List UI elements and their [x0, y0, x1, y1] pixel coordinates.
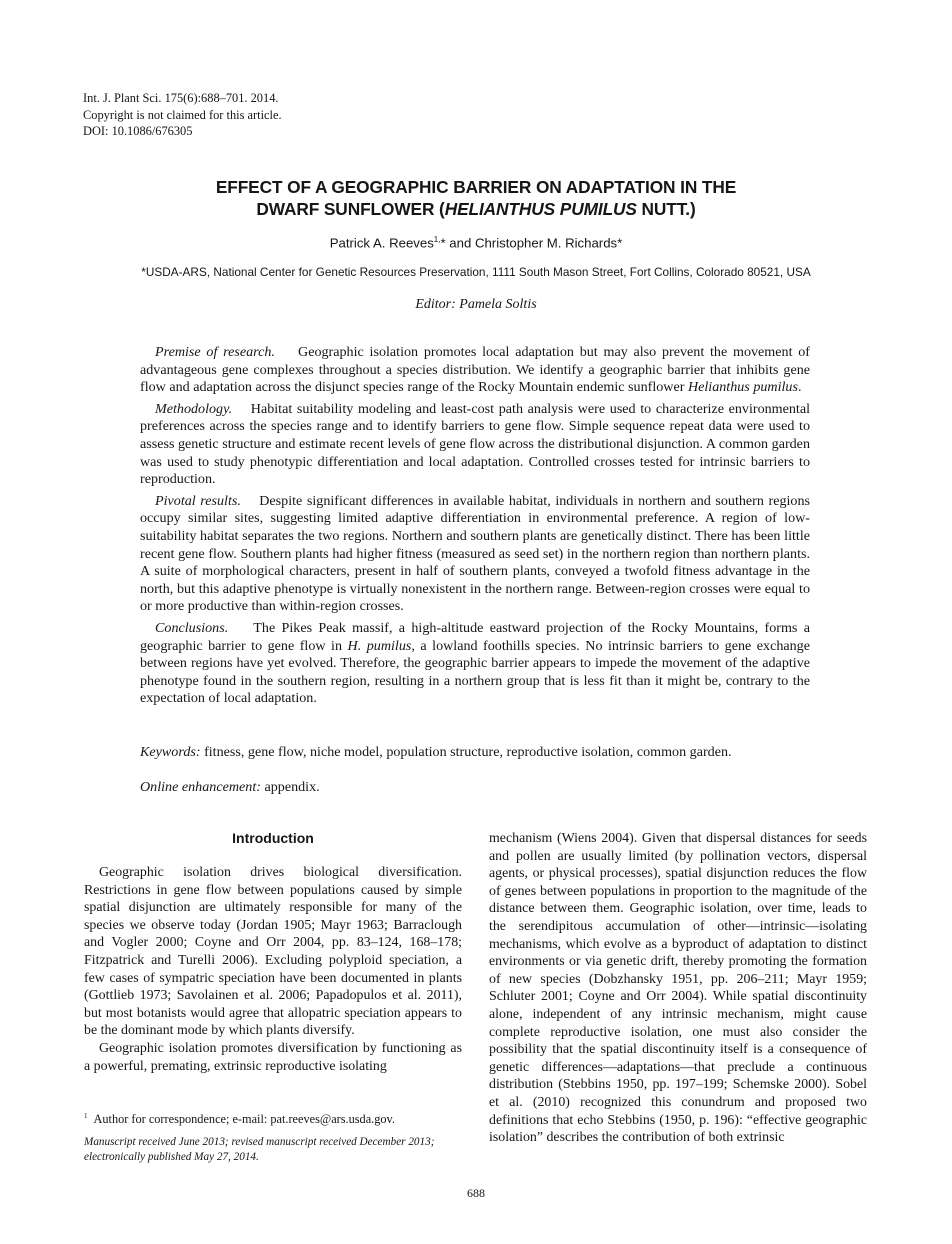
online-enhancement	[140, 779, 840, 796]
footnote-text: Author for correspondence; e-mail: pat.reeves@ars.usda.gov.	[93, 1112, 395, 1127]
intro-paragraph-1: Geographic isolation drives biological diversification. Restrictions in gene flow between populations caused by simple spatial disjunction are ultimately responsible for many of the species we observe today (Jordan 1905; Mayr 1963; Barraclough and Vogler 2000; Coyne and Orr 2004, pp. 83–124, 168–178; Fitzpatrick and Turelli 2006). Excluding polyploid speciation, a few cases of sympatric speciation have been documented in plants (Gottlieb 1973; Savolainen et al. 2006; Papadopulos et al. 2011), but most botanists would agree that allopatric speciation appears to be the dominant mode by which plants diversify.	[84, 865, 462, 1039]
abstract	[140, 344, 810, 712]
author-joiner: and	[445, 235, 475, 251]
results-text: Despite significant differences in available habitat, individuals in northern and southern regions occupy similar sites, suggesting limited adaptive differentiation in environmental preference. A region of low-suitability habitat separates the two regions. Northern and southern plants are genetically distinct. There has been little recent gene flow. Southern plants had higher fitness (measured as seed set) in the northern region than northern plants. A suite of morphological characters, present in half of southern plants, conveyed a twofold fitness advantage in the north, but this adaptive phenotype is virtually nonexistent in the northern range. Between-region crosses were equal to or more productive than within-region crosses.	[140, 492, 810, 615]
abstract-premise	[140, 344, 810, 397]
left-column	[84, 829, 462, 1075]
premise-end: .	[797, 379, 802, 396]
author-1-footnote-mark: 1,	[433, 235, 441, 244]
online-enhancement-label: Online enhancement:	[140, 779, 261, 795]
methodology-label: Methodology.	[155, 400, 233, 417]
title-line-1: EFFECT OF A GEOGRAPHIC BARRIER ON ADAPTATION IN THE	[215, 177, 737, 197]
intro-paragraph-2: Geographic isolation promotes diversification by functioning as a powerful, premating, extrinsic reproductive isolating	[84, 1040, 462, 1074]
methodology-text: Habitat suitability modeling and least-cost path analysis were used to characterize environmental preferences across the species range and to identify barriers to gene flow. Simple sequence repeat data were used to assess genetic structure and estimate recent levels of gene flow across the distributional disjunction. A common garden was used to study phenotypic differentiation and local adaptation. Controlled crosses tested for intrinsic barriers to reproduction.	[140, 400, 811, 488]
online-enhancement-link[interactable]: appendix.	[264, 779, 320, 795]
correspondence-footnote	[84, 1108, 462, 1127]
conclusions-text-1: The Pikes Peak massif, a high-altitude eastward projection of the Rocky Mountains, forms a geographic barrier to gene flow in	[140, 619, 810, 654]
right-column	[489, 830, 867, 1147]
premise-label: Premise of research.	[155, 344, 275, 360]
page-number: 688	[467, 1186, 485, 1200]
title-species: HELIANTHUS PUMILUS	[444, 199, 637, 219]
keywords-label: Keywords:	[140, 744, 201, 760]
section-heading-introduction: Introduction	[232, 830, 314, 846]
author-1: Patrick A. Reeves	[329, 235, 434, 251]
manuscript-dates: Manuscript received June 2013; revised manuscript received December 2013; electronically published May 27, 2014.	[84, 1136, 435, 1163]
keywords-text: fitness, gene flow, niche model, population structure, reproductive isolation, common garden.	[204, 744, 732, 760]
editor-line: Editor: Pamela Soltis	[415, 297, 537, 312]
results-label: Pivotal results.	[155, 492, 241, 509]
author-1-affil-mark: *	[440, 235, 446, 251]
abstract-conclusions	[140, 620, 810, 708]
journal-citation	[83, 90, 282, 140]
title-line-2-pre: DWARF SUNFLOWER (	[256, 199, 445, 219]
author-list	[90, 235, 862, 250]
premise-text: Geographic isolation promotes local adaptation but may also prevent the movement of advantageous gene complexes throughout a species distribution. We identify a geographic barrier that inhibits gene flow and adaptation across the disjunct species range of the Rocky Mountain endemic sunflower	[140, 344, 810, 396]
copyright-line: Copyright is not claimed for this article.	[83, 107, 282, 122]
affiliation: *USDA-ARS, National Center for Genetic Resources Preservation, 1111 South Mason Street, Fort Collins, Colorado 80521, USA	[141, 265, 811, 279]
doi-line: DOI: 10.1086/676305	[83, 124, 193, 138]
keywords	[140, 744, 840, 761]
abstract-methodology	[140, 401, 810, 489]
abstract-results	[140, 493, 810, 616]
citation-line: Int. J. Plant Sci. 175(6):688–701. 2014.	[83, 91, 279, 105]
title-line-2	[90, 198, 862, 220]
premise-species: Helianthus pumilus	[687, 379, 798, 396]
conclusions-label: Conclusions.	[155, 619, 229, 636]
conclusions-species: H. pumilus	[347, 637, 412, 654]
article-title	[90, 176, 862, 220]
conclusions-text-2: , a lowland foothills species. No intrinsic barriers to gene exchange between regions have yet evolved. Therefore, the geographic barrier appears to impede the movement of the adaptive phenotype found in the southern region, resulting in a northern group that is less fit than it might be, contrary to the expectation of local adaptation.	[140, 637, 810, 707]
intro-paragraph-2-continued: mechanism (Wiens 2004). Given that dispersal distances for seeds and pollen are usually limited (by pollination vectors, dispersal agents, or physical processes), spatial disjunction reduces the flow of genes between populations in proportion to the magnitude of the distance between them. Geographic isolation, over time, leads to the serendipitous accumulation of other—intrinsic—isolating mechanisms, which evolve as a byproduct of adaptation to distinct environments or via genetic drift, thereby promoting the formation of new species (Dobzhansky 1951, pp. 206–211; Mayr 1959; Schluter 2001; Coyne and Orr 2004). While spatial discontinuity alone, independent of any intrinsic mechanism, might cause complete reproductive isolation, one must also consider the possibility that the spatial discontinuity itself is a consequence of genetic differences—adaptations—that preclude a continuous distribution (Stebbins 1950, pp. 197–199; Schemske 2000). Sobel et al. (2010) recognized this conundrum and proposed two definitions that echo Stebbins (1950, p. 196): “effective geographic isolation” describes the contribution of both extrinsic	[489, 831, 867, 1146]
title-line-2-post: NUTT.)	[636, 199, 696, 219]
footnote-mark: 1	[84, 1112, 88, 1120]
author-2: Christopher M. Richards*	[474, 235, 623, 251]
